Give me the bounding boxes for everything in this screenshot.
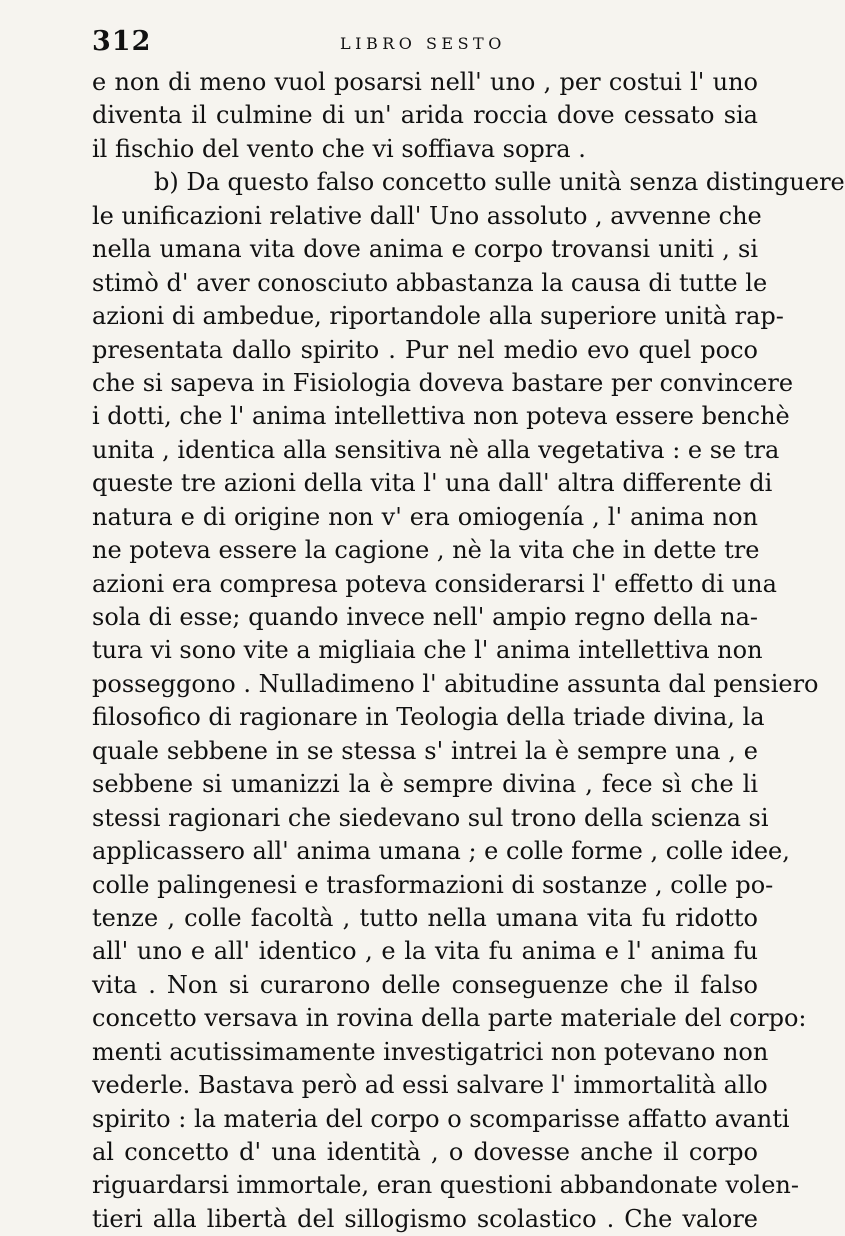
text-line: applicassero all' anima umana ; e colle forme , colle idee, [92, 837, 790, 866]
text-line: il fischio del vento che vi soffiava sopra . [92, 134, 586, 163]
text-line: tieri alla libertà del sillogismo scolastico . Che valore [92, 1204, 758, 1233]
page-header [92, 26, 772, 66]
text-line: sola di esse; quando invece nell' ampio regno della na- [92, 603, 758, 631]
page-number: 312 [92, 26, 152, 57]
text-line: che si sapeva in Fisiologia doveva bastare per convincere [92, 368, 794, 397]
text-line: al concetto d' una identità , o dovesse anche il corpo [92, 1138, 758, 1166]
text-line: tura vi sono vite a migliaia che l' anima intellettiva non [92, 636, 763, 665]
text-line: menti acutissimamente investigatrici non potevano non [92, 1037, 769, 1066]
text-line: sebbene si umanizzi la è sempre divina , fece sì che li [92, 770, 758, 799]
text-line: ne poteva essere la cagione , nè la vita che in dette tre [92, 536, 760, 565]
text-line: tenze , colle facoltà , tutto nella umana vita fu ridotto [92, 903, 758, 932]
text-line: all' uno e all' identico , e la vita fu anima e l' anima fu [92, 937, 758, 966]
text-line: vita . Non si curarono delle conseguenze che il falso [92, 970, 758, 999]
text-line: queste tre azioni della vita l' una dall' altra differente di [92, 469, 773, 498]
text-line: riguardarsi immortale, eran questioni abbandonate volen- [92, 1171, 799, 1200]
text-line: vederle. Bastava però ad essi salvare l' immortalità allo [92, 1071, 768, 1100]
text-line: diventa il culmine di un' arida roccia dove cessato sia [92, 101, 758, 130]
text-line: b) Da questo falso concetto sulle unità senza distinguere [154, 168, 845, 197]
text-line: e non di meno vuol posarsi nell' uno , per costui l' uno [92, 68, 758, 96]
text-line: filosofico di ragionare in Teologia della triade divina, la [92, 703, 765, 732]
text-line: presentata dallo spirito . Pur nel medio evo quel poco [92, 335, 758, 364]
text-line: stessi ragionari che siedevano sul trono della scienza si [92, 803, 769, 832]
text-line: spirito : la materia del corpo o scomparisse affatto avanti [92, 1104, 790, 1133]
text-line: colle palingenesi e trasformazioni di sostanze , colle po- [92, 870, 774, 899]
text-line: azioni era compresa poteva considerarsi l' effetto di una [92, 569, 777, 598]
text-line: le unificazioni relative dall' Uno assoluto , avvenne che [92, 201, 762, 230]
text-line: posseggono . Nulladimeno l' abitudine assunta dal pensiero [92, 669, 819, 698]
text-line: natura e di origine non v' era omiogenía , l' anima non [92, 502, 758, 531]
text-line: i dotti, che l' anima intellettiva non poteva essere benchè [92, 402, 790, 431]
text-line: concetto versava in rovina della parte materiale del corpo: [92, 1004, 807, 1033]
text-line: azioni di ambedue, riportandole alla superiore unità rap- [92, 302, 784, 331]
running-title: LIBRO SESTO [340, 34, 506, 53]
text-line: nella umana vita dove anima e corpo trovansi uniti , si [92, 235, 758, 264]
text-line: quale sebbene in se stessa s' intrei la è sempre una , e [92, 736, 758, 765]
body-text [92, 66, 845, 1236]
text-line: unita , identica alla sensitiva nè alla vegetativa : e se tra [92, 435, 780, 464]
text-line: stimò d' aver conosciuto abbastanza la causa di tutte le [92, 268, 768, 297]
